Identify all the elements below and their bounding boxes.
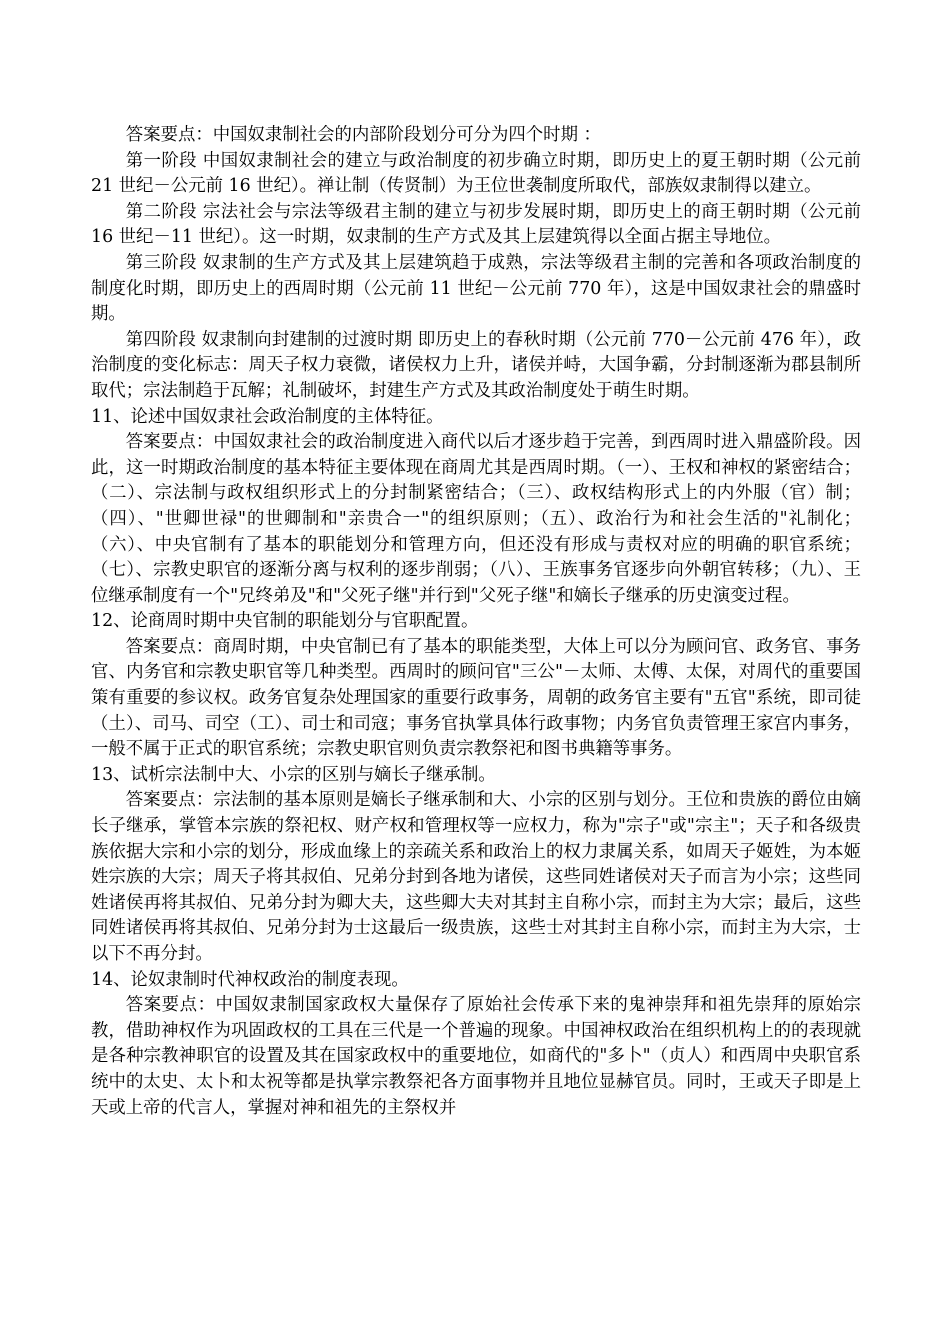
question-heading: 12、论商周时期中央官制的职能划分与官职配置。 [91, 611, 479, 632]
answer-paragraph: 答案要点：宗法制的基本原则是嫡长子继承制和大、小宗的区别与划分。王位和贵族的爵位由嫡长子继承，掌管本宗族的祭祀权、财产权和管理权等一应权力，称为"宗子"或"宗主"；天子和各级贵族依据大宗和小宗的划分，形成血缘上的亲疏关系和政治上的权力隶属关系，如周天子姬姓，为本姬姓宗族的大宗；周天子将其叔伯、兄弟分封到各地为诸侯，这些同姓诸侯对天子而言为小宗；这些同姓诸侯再将其叔伯、兄弟分封为卿大夫，这些卿大夫对其封主自称小宗，而封主为大宗；最后，这些同姓诸侯再将其叔伯、兄弟分封为士这最后一级贵族，这些士对其封主自称小宗，而封主为大宗，士以下不再分封。 [91, 790, 861, 964]
answer-paragraph: 第四阶段 奴隶制向封建制的过渡时期 即历史上的春秋时期（公元前 770－公元前 476 年），政治制度的变化标志：周天子权力衰微，诸侯权力上升，诸侯并峙，大国争霸，分封制逐渐为郡县制所取代；宗法制趋于瓦解；礼制破坏，封建生产方式及其政治制度处于萌生时期。 [91, 329, 861, 401]
document-page [91, 123, 861, 1121]
question-heading: 11、论述中国奴隶社会政治制度的主体特征。 [91, 406, 444, 427]
question-heading: 14、论奴隶制时代神权政治的制度表现。 [91, 969, 409, 990]
answer-paragraph: 第一阶段 中国奴隶制社会的建立与政治制度的初步确立时期，即历史上的夏王朝时期（公元前 21 世纪－公元前 16 世纪）。禅让制（传贤制）为王位世袭制度所取代，部族奴隶制得以建立。 [91, 150, 861, 197]
answer-paragraph: 答案要点：商周时期，中央官制已有了基本的职能类型，大体上可以分为顾问官、政务官、事务官、内务官和宗教史职官等几种类型。西周时的顾问官"三公"－太师、太傅、太保，对周代的重要国策有重要的参议权。政务官复杂处理国家的重要行政事务，周朝的政务官主要有"五官"系统，即司徒（土）、司马、司空（工）、司士和司寇；事务官执掌具体行政事物；内务官负责管理王家宫内事务，一般不属于正式的职官系统；宗教史职官则负责宗教祭祀和图书典籍等事务。 [91, 636, 861, 760]
answer-paragraph: 答案要点：中国奴隶制社会的内部阶段划分可分为四个时期 ： [125, 125, 601, 145]
question-heading: 13、试析宗法制中大、小宗的区别与嫡长子继承制。 [91, 764, 496, 785]
answer-paragraph: 第二阶段 宗法社会与宗法等级君主制的建立与初步发展时期，即历史上的商王朝时期（公元前 16 世纪－11 世纪）。这一时期，奴隶制的生产方式及其上层建筑得以全面占据主导地位。 [91, 201, 861, 248]
answer-paragraph: 第三阶段 奴隶制的生产方式及其上层建筑趋于成熟，宗法等级君主制的完善和各项政治制度的制度化时期，即历史上的西周时期（公元前 11 世纪－公元前 770 年），这是中国奴隶社会的鼎盛时期。 [91, 252, 861, 325]
answer-paragraph: 答案要点：中国奴隶制国家政权大量保存了原始社会传承下来的鬼神崇拜和祖先崇拜的原始宗教，借助神权作为巩固政权的工具在三代是一个普遍的现象。中国神权政治在组织机构上的的表现就是各种宗教神职官的设置及其在国家政权中的重要地位，如商代的"多卜"（贞人）和西周中央职官系统中的太史、太卜和太祝等都是执掌宗教祭祀各方面事物并且地位显赫官员。同时，王或天子即是上天或上帝的代言人，掌握对神和祖先的主祭权并 [91, 995, 861, 1118]
answer-paragraph: 答案要点：中国奴隶社会的政治制度进入商代以后才逐步趋于完善，到西周时进入鼎盛阶段。因此，这一时期政治制度的基本特征主要体现在商周尤其是西周时期。（一）、王权和神权的紧密结合；（二）、宗法制与政权组织形式上的分封制紧密结合；（三）、政权结构形式上的内外服（官）制；（四）、"世卿世禄"的世卿制和"亲贵合一"的组织原则；（五）、政治行为和社会生活的"礼制化；（六）、中央官制有了基本的职能划分和管理方向，但还没有形成与责权对应的明确的职官系统；（七）、宗教史职官的逐渐分离与权利的逐步削弱；（八）、王族事务官逐步向外朝官转移；（九）、王位继承制度有一个"兄终弟及"和"父死子继"并行到"父死子继"和嫡长子继承的历史演变过程。 [91, 432, 861, 606]
